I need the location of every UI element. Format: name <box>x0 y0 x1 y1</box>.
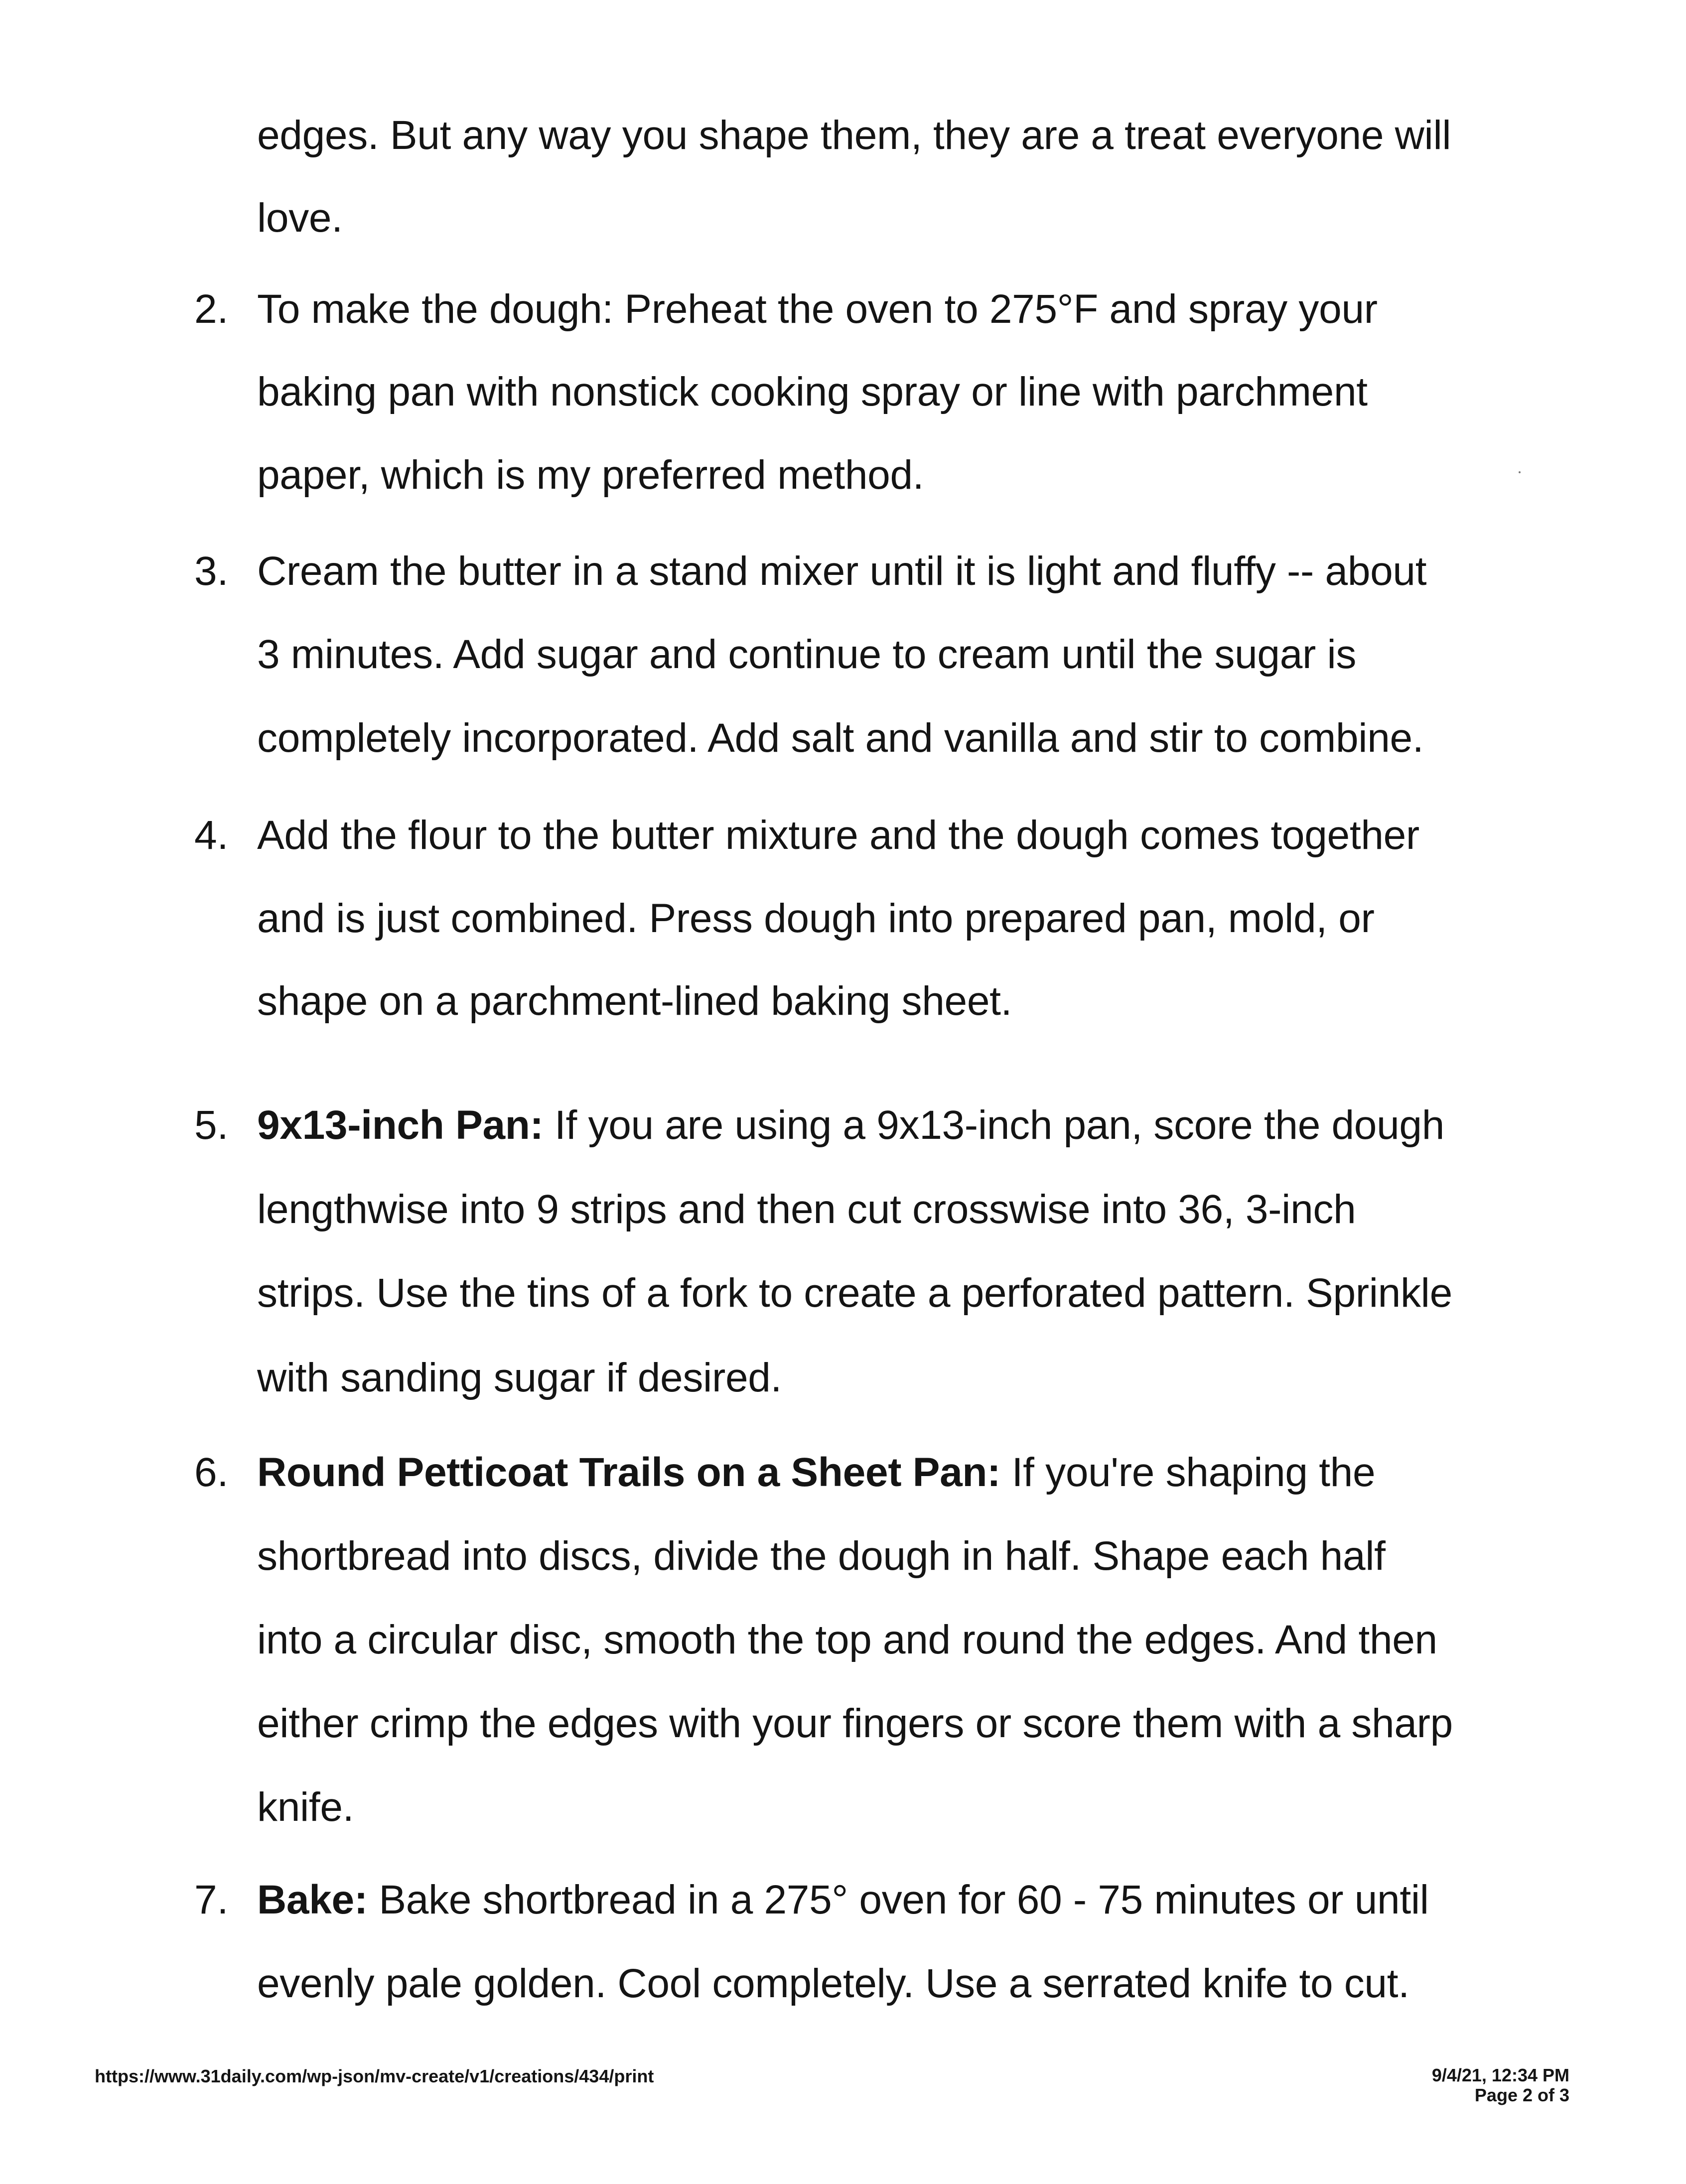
step-line: paper, which is my preferred method. <box>257 452 924 498</box>
step-text: If you're shaping the <box>1000 1450 1376 1495</box>
step-heading: Bake: <box>257 1877 368 1922</box>
continuation-line: edges. But any way you shape them, they are a treat everyone will <box>257 113 1451 158</box>
step-line: into a circular disc, smooth the top and round the edges. And then <box>257 1617 1437 1662</box>
step-line: with sanding sugar if desired. <box>257 1355 782 1400</box>
step-line: either crimp the edges with your fingers or score them with a sharp <box>257 1701 1453 1746</box>
step-line: completely incorporated. Add salt and vanilla and stir to combine. <box>257 715 1424 761</box>
step-line: To make the dough: Preheat the oven to 275°F and spray your <box>257 286 1378 332</box>
step-line: and is just combined. Press dough into prepared pan, mold, or <box>257 896 1375 941</box>
step-line <box>257 1100 1444 1150</box>
print-info <box>1432 2065 1569 2105</box>
step-heading: Round Petticoat Trails on a Sheet Pan: <box>257 1450 1001 1495</box>
step-line: evenly pale golden. Cool completely. Use a serrated knife to cut. <box>257 1961 1409 2006</box>
step-line: Cream the butter in a stand mixer until it is light and fluffy -- about <box>257 548 1427 594</box>
step-line <box>257 1448 1375 1498</box>
scan-speck <box>1519 471 1521 473</box>
print-datetime: 9/4/21, 12:34 PM <box>1431 2065 1569 2085</box>
step-number: 7. <box>194 1877 229 1922</box>
step-line <box>257 1875 1429 1925</box>
page-number: Page 2 of 3 <box>1474 2085 1569 2105</box>
continuation-line: love. <box>257 195 343 241</box>
step-line: lengthwise into 9 strips and then cut crosswise into 36, 3-inch <box>257 1187 1356 1232</box>
step-number: 2. <box>194 286 229 332</box>
step-line: Add the flour to the butter mixture and the dough comes together <box>257 813 1419 858</box>
step-line: shape on a parchment-lined baking sheet. <box>257 978 1012 1024</box>
step-number: 6. <box>194 1450 229 1495</box>
step-number: 5. <box>194 1102 229 1148</box>
step-heading: 9x13-inch Pan: <box>257 1102 544 1148</box>
step-number: 3. <box>194 548 229 594</box>
step-line: shortbread into discs, divide the dough in half. Shape each half <box>257 1533 1386 1579</box>
step-line: baking pan with nonstick cooking spray or line with parchment <box>257 369 1368 414</box>
step-line: knife. <box>257 1784 354 1830</box>
source-url: https://www.31daily.com/wp-json/mv-create/v1/creations/434/print <box>95 2066 654 2086</box>
step-line: strips. Use the tins of a fork to create a perforated pattern. Sprinkle <box>257 1270 1452 1316</box>
step-number: 4. <box>194 813 229 858</box>
step-line: 3 minutes. Add sugar and continue to cream until the sugar is <box>257 632 1357 677</box>
step-text: If you are using a 9x13-inch pan, score the dough <box>543 1102 1444 1148</box>
step-text: Bake shortbread in a 275° oven for 60 - 75 minutes or until <box>367 1877 1429 1922</box>
